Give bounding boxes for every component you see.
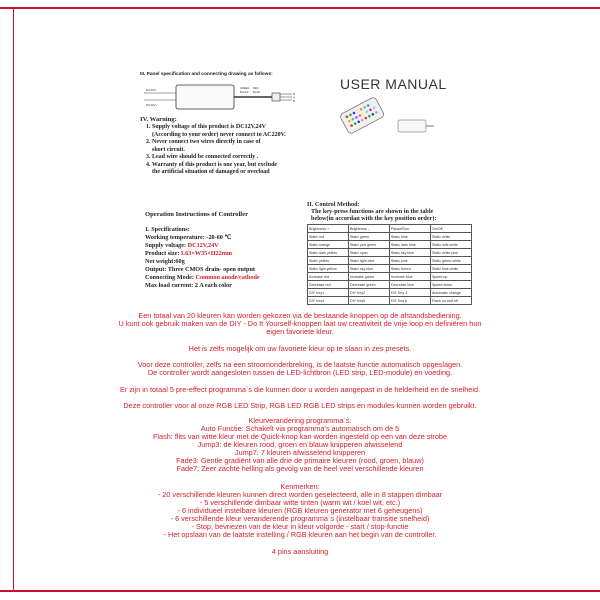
spec-title: 1. Specifications: <box>145 226 190 233</box>
key-table-row <box>308 297 472 305</box>
key-table-cell: Increase red <box>308 273 349 281</box>
key-table-cell: Automatic change <box>431 289 472 297</box>
dutch-p3-line-1: Voor deze controller, zelfs na een stroomonderbreking, is de laatste functie automatisch opgeslagen. <box>137 360 463 369</box>
key-table-cell: Static cyan <box>349 249 390 257</box>
key-table-cell: Flash on and off <box>431 297 472 305</box>
dutch-p4: Er zijn in totaal 5 pre-effect programma`s die kunnen door u worden aangepast in de helderheid en de snelheid. <box>119 385 481 394</box>
spec-product-size: Product size: L63×W35×H22mm <box>145 250 233 257</box>
remote-product-image <box>336 96 436 144</box>
key-table-cell: Decrease red <box>308 281 349 289</box>
key-table-cell: Static yellow <box>308 257 349 265</box>
key-table-cell: Static milk white <box>431 241 472 249</box>
key-table-cell: Static brown <box>390 265 431 273</box>
key-table-row <box>308 265 472 273</box>
key-table-cell: Static white <box>431 233 472 241</box>
key-table-row <box>308 257 472 265</box>
key-table-cell: Brightness + <box>308 225 349 233</box>
feature-4: - 6 verschillende kleur veranderende programma`s (instelbaar transitie snelheid) <box>170 514 430 523</box>
key-table-cell: Speed down <box>431 281 472 289</box>
panel-spec-title: III. Panel specification and connecting drawing as follows: <box>140 72 273 77</box>
key-table-cell: Increase green <box>349 273 390 281</box>
key-table-cell: Static pink <box>390 257 431 265</box>
svg-text:DC12V+: DC12V+ <box>146 103 158 107</box>
key-table-cell: Increase blue <box>390 273 431 281</box>
border-bottom <box>0 590 600 592</box>
warning-line-4: short circuit. <box>152 146 185 153</box>
connector-plug <box>272 93 280 101</box>
key-table-cell: Static dark blue <box>390 241 431 249</box>
key-table-cell: On/Off <box>431 225 472 233</box>
key-table-cell: Static light blue <box>349 257 390 265</box>
warning-line-1: 1. Supply voltage of this product is DC12V,24V <box>146 124 266 130</box>
key-table-row <box>308 233 472 241</box>
dutch-p5: Deze controller voor al onze RGB LED Strip, RGB LED RGB LED strips en modules kunnen worden gebruikt. <box>123 401 477 410</box>
key-table-cell: Static red <box>308 233 349 241</box>
warning-line-3: 2. Never connect two wires directly in case of <box>146 139 261 145</box>
program-auto: Auto Functie: Schakelt via programma's automatisch om de 5 <box>200 424 400 433</box>
spec-max-load: Max load current: 2 A each color <box>145 282 232 289</box>
key-table-cell: Static green-white <box>431 257 472 265</box>
key-table-cell: Static orange <box>308 241 349 249</box>
key-table-cell: Static dark yellow <box>308 249 349 257</box>
key-table-row <box>308 273 472 281</box>
warning-line-2: (According to your order) never connect to AC220V. <box>152 131 286 138</box>
svg-text:RED: RED <box>253 87 259 90</box>
feature-3: - 6 individueel instelbare kleuren (RGB kleuren generator met 6 geheugens) <box>177 506 423 515</box>
program-flash: Flash: flits van witte kleur met de Quick-knop kan worden ingesteld op een van deze strobe <box>152 432 448 441</box>
border-top <box>0 7 600 9</box>
svg-text:G: G <box>293 96 296 100</box>
key-table-row <box>308 241 472 249</box>
warning-line-7: the artificial situation of damaged or overload <box>152 169 270 175</box>
controller-box <box>176 85 234 109</box>
pins-note: 4 pins aansluiting <box>271 547 329 556</box>
user-manual-title: USER MANUAL <box>340 76 447 92</box>
spec-working-temp: Working temperature: -20-60 ℃ <box>145 234 232 241</box>
key-table-row <box>308 281 472 289</box>
key-table-cell: DIY Key2 <box>349 289 390 297</box>
key-table-cell: DIY Key5 <box>349 297 390 305</box>
dutch-p1-line-2: U kunt ook gebruik maken van de DIY - Do It Yourself-knoppen laat uw creativiteit de vrije loop en definiëren hun <box>118 319 482 328</box>
control-method-title: II. Control Method: <box>307 201 360 208</box>
key-table-cell: Decrease green <box>349 281 390 289</box>
program-title: Kleurverandering programma`s: <box>248 416 352 425</box>
program-fade7: Fade7: Zeer zachte helling als gevolg van de heel veel verschillende kleuren <box>176 464 424 473</box>
key-table-cell: Static blue <box>390 233 431 241</box>
warning-line-5: 3. Lead wire should be connected correctly . <box>146 154 259 160</box>
key-table-cell: DIY Key1 <box>308 289 349 297</box>
key-table-cell: Brightness - <box>349 225 390 233</box>
dutch-p2: Het is zelfs mogelijk om uw favoriete kleur op te slaan in zes presets. <box>188 344 412 353</box>
key-table-cell: Static light yellow <box>308 265 349 273</box>
spec-connecting-mode: Connecting Mode: Common anode/cathode <box>145 274 260 281</box>
key-table-cell: Static blue-white <box>431 265 472 273</box>
dutch-p3-line-2: De controller wordt aangesloten tussen de LED-lichtbron (LED strip, LED-module) en voeding. <box>147 368 453 377</box>
feature-1: - 20 verschillende kleuren kunnen direct worden geselecteerd, alle in 8 stappen dimbaar <box>157 490 443 499</box>
feature-5: - Stop, bevriezen van de kleur in kleur volgorde - start / stop-functie <box>191 522 409 531</box>
feature-2: - 5 verschillende dimbaar witte tinten (warm wit / koel wit, etc.) <box>199 498 401 507</box>
key-table-cell: Static green <box>349 233 390 241</box>
feature-6: - Het opslaan van de laatste instelling / RGB kleuren aan het begin van de controller. <box>163 530 437 539</box>
key-table-cell: Decrease blue <box>390 281 431 289</box>
wiring-diagram <box>140 80 300 116</box>
key-table-cell: Static pea green <box>349 241 390 249</box>
dutch-p1-line-1: Een totaal van 20 kleuren kan worden gekozen via de bestaande knoppen op de afstandsbediening. <box>138 311 462 320</box>
svg-text:BLACK: BLACK <box>240 91 249 94</box>
warning-title: IV. Warning: <box>140 116 177 123</box>
svg-text:BLUE: BLUE <box>253 91 260 94</box>
svg-text:R: R <box>293 93 295 96</box>
key-table-cell: Static sky blue <box>349 265 390 273</box>
key-table-cell: DIY Key 3 <box>390 289 431 297</box>
key-table-row <box>308 289 472 297</box>
key-table-row <box>308 249 472 257</box>
warning-line-6: 4. Warranty of this product is one year, but exclude <box>146 161 278 168</box>
program-jump7: Jump7: 7 kleuren afwisselend knipperen <box>234 448 366 457</box>
program-fade3: Fade3: Gentle gradiënt van alle drie de primaire kleuren (rood, groen, blauw) <box>176 456 424 465</box>
key-table-cell: Pause/Run <box>390 225 431 233</box>
key-table-cell: Static white pink <box>431 249 472 257</box>
key-table-cell: Speed up <box>431 273 472 281</box>
spec-net-weight: Net weight:60g <box>145 258 185 265</box>
key-table-row <box>308 225 472 233</box>
control-method-subtitle-1: The key-press functions are shown in the table <box>311 208 434 215</box>
program-jump3: Jump3: de kleuren rood, groen en blauw knipperen afwisselend <box>197 440 403 449</box>
key-function-table <box>307 224 472 305</box>
operation-title: Operation Instructions of Controller <box>145 211 248 218</box>
features-title: Kenmerken: <box>280 482 320 491</box>
control-method-subtitle-2: below(in accordan with the key position order): <box>311 215 437 222</box>
key-table-cell: DIY Key 6 <box>390 297 431 305</box>
key-table-cell: DIY Key4 <box>308 297 349 305</box>
spec-supply-voltage: Supply voltage: DC12V,24V <box>145 242 219 249</box>
svg-text:DC12V-: DC12V- <box>146 88 157 92</box>
key-table-cell: Static sky blue <box>390 249 431 257</box>
svg-text:GREEN: GREEN <box>240 87 250 90</box>
dutch-p1-line-3: eigen favoriete kleur. <box>266 327 334 336</box>
spec-output: Output: Three CMOS drain- open output <box>145 266 255 273</box>
svg-text:B: B <box>293 100 295 103</box>
